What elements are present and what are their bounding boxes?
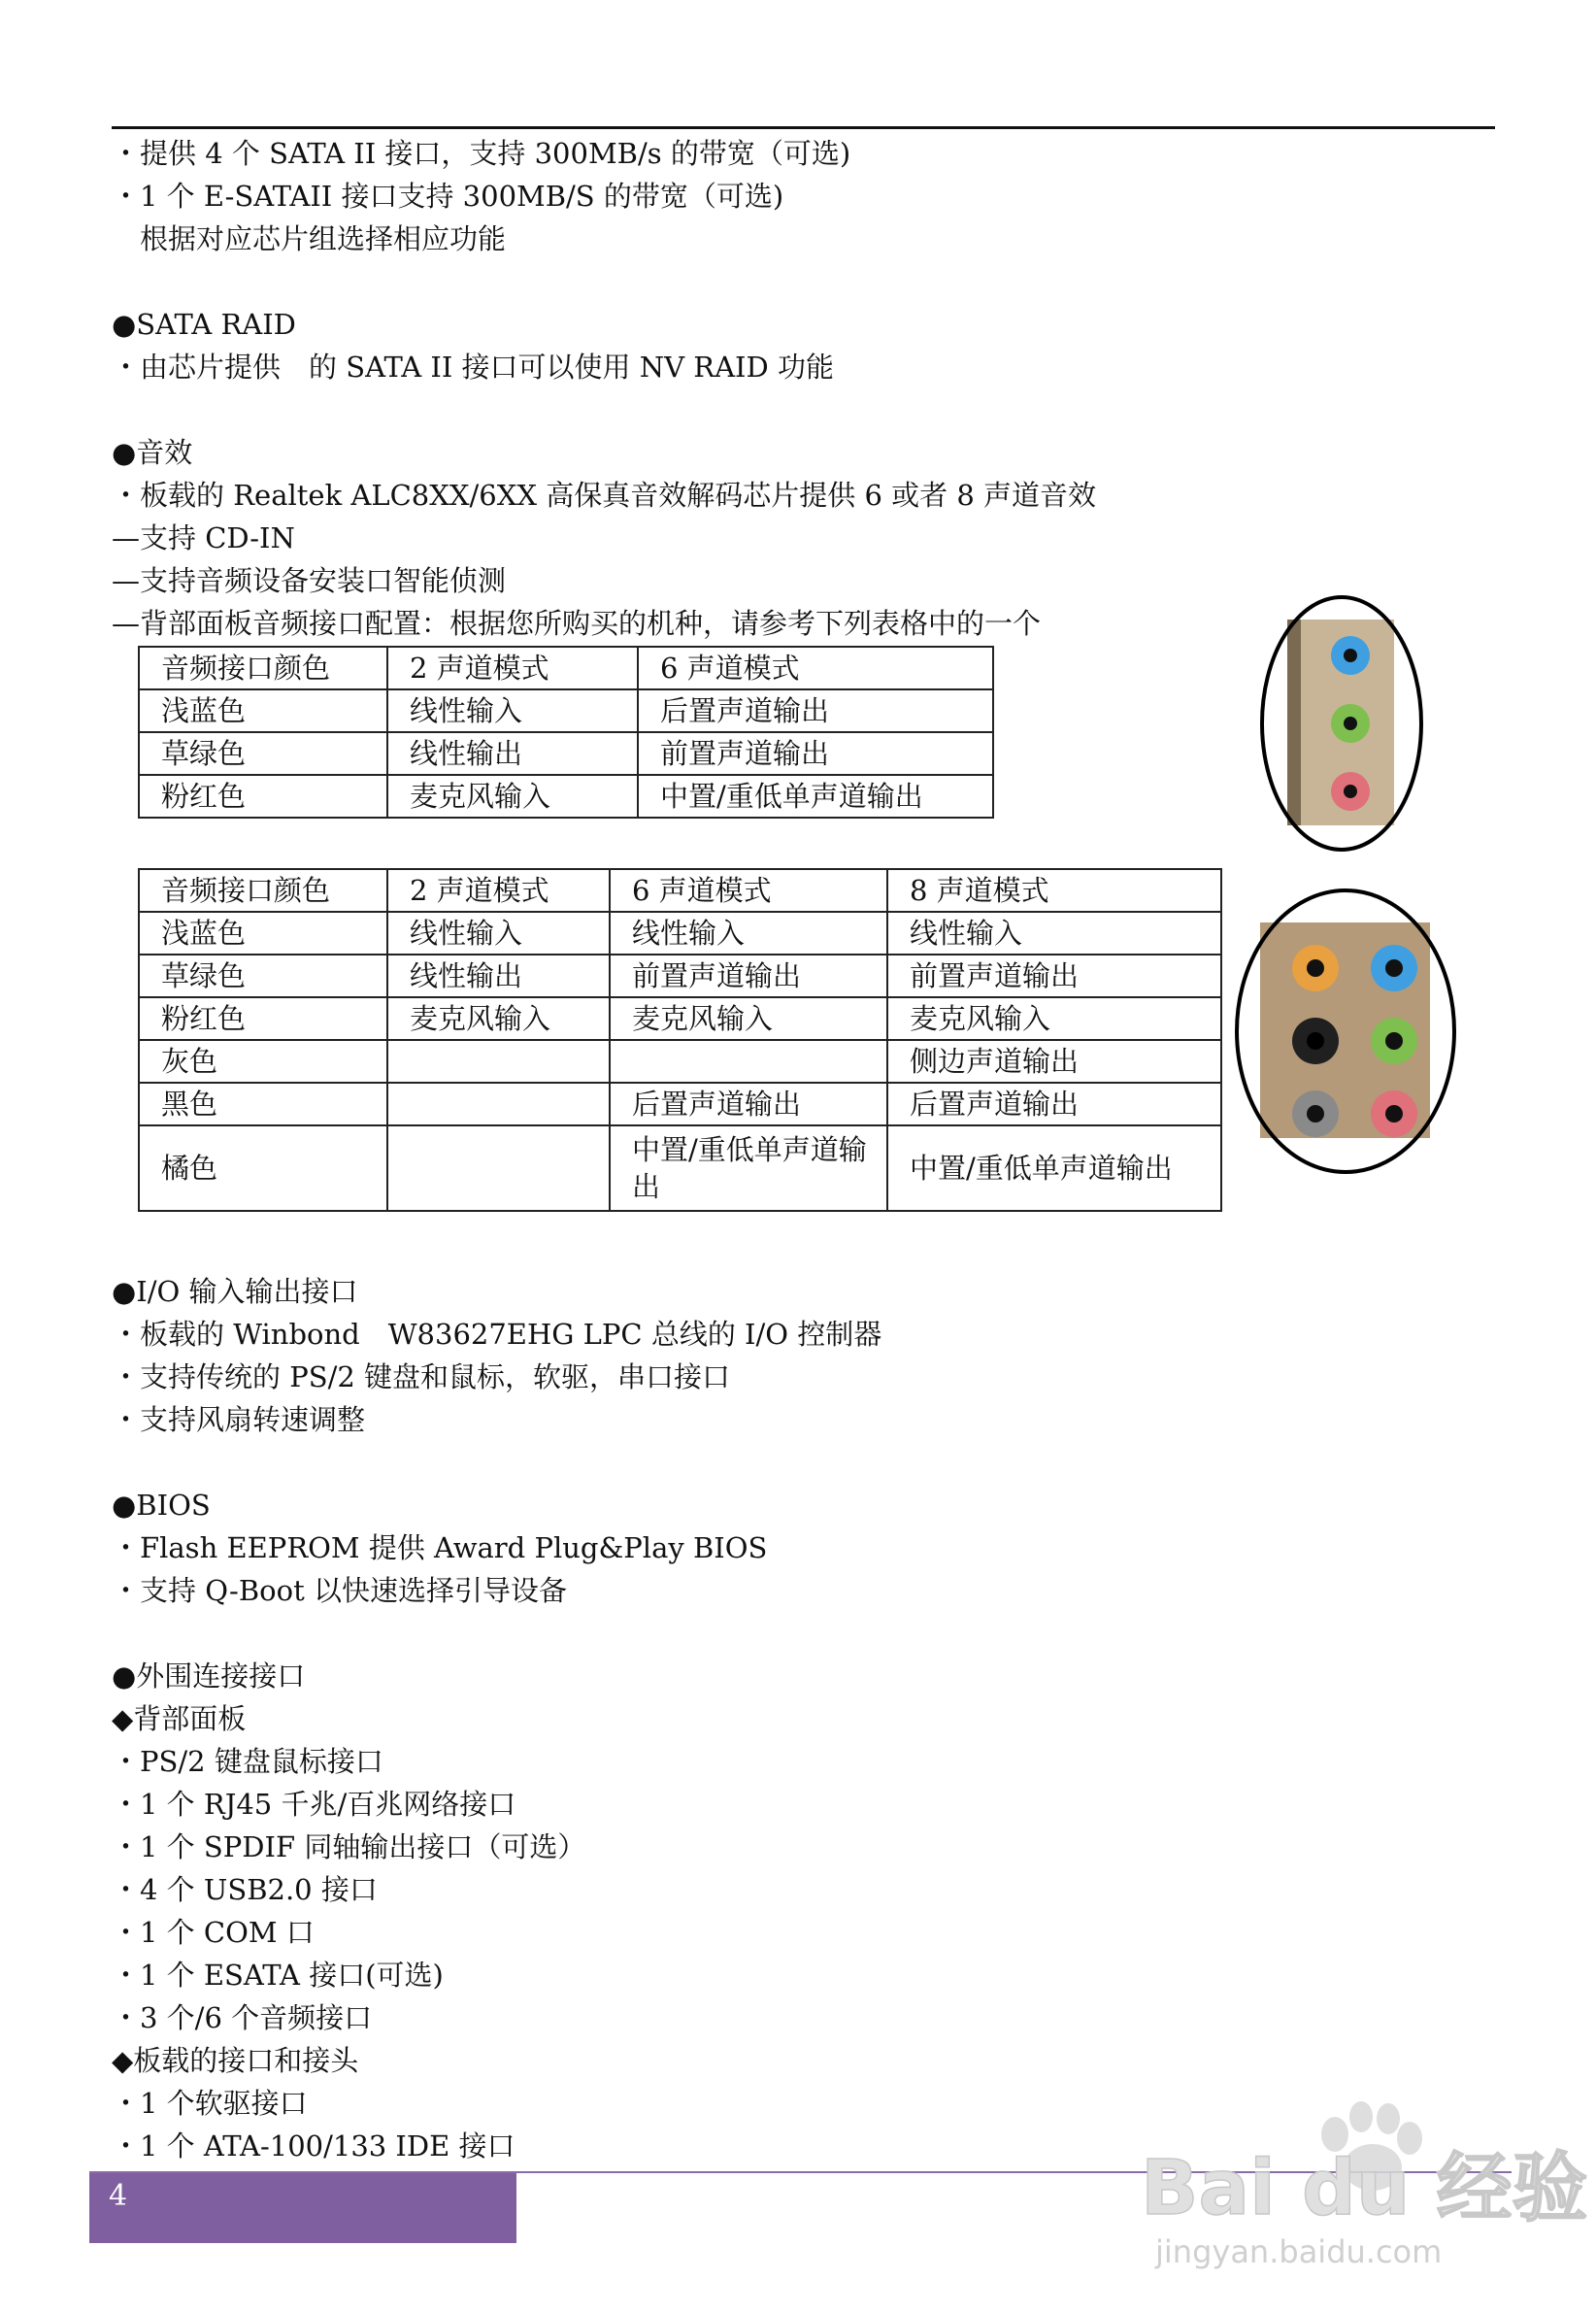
table-cell: 草绿色 [139, 732, 387, 775]
table-row [139, 912, 1221, 955]
watermark-brand-text: Bai du 经验 [1141, 2145, 1588, 2232]
table-cell: 黑色 [139, 1083, 387, 1125]
page-number-box [89, 2173, 516, 2243]
table-cell: 线性输入 [610, 912, 887, 955]
table-cell: 草绿色 [139, 955, 387, 997]
table-cell: 麦克风输入 [387, 997, 610, 1040]
table-cell: 后置声道输出 [887, 1083, 1221, 1125]
baidu-jingyan-watermark-logo [1136, 2078, 1588, 2272]
table-row [139, 775, 993, 818]
table-cell: 2 声道模式 [387, 647, 638, 689]
sata-raid-line: ・由芯片提供 的 SATA II 接口可以使用 NV RAID 功能 [112, 351, 834, 384]
onboard-subheading: ◆板载的接口和接头 [112, 2044, 359, 2077]
table-cell: 侧边声道输出 [887, 1040, 1221, 1083]
table-row [139, 997, 1221, 1040]
header-rule [112, 126, 1495, 129]
table-cell: 麦克风输入 [610, 997, 887, 1040]
jack-hole [1385, 1032, 1403, 1050]
panel-edge [1287, 620, 1301, 825]
table-cell: 2 声道模式 [387, 869, 610, 912]
table-cell: 橘色 [139, 1125, 387, 1211]
table-row [139, 1125, 1221, 1211]
rear-rj45-line: ・1 个 RJ45 千兆/百兆网络接口 [112, 1788, 516, 1821]
table-row [139, 732, 993, 775]
table-row [139, 1040, 1221, 1083]
table-cell [610, 1040, 887, 1083]
audio-jack-detect-line: —支持音频设备安装口智能侦测 [112, 564, 507, 597]
table-cell: 音频接口颜色 [139, 869, 387, 912]
table-cell: 粉红色 [139, 997, 387, 1040]
table-cell: 浅蓝色 [139, 912, 387, 955]
table-cell: 线性输入 [887, 912, 1221, 955]
audio-panel-6jack-photo [1233, 884, 1458, 1175]
table-cell: 后置声道输出 [638, 689, 993, 732]
table-row [139, 955, 1221, 997]
onboard-floppy-line: ・1 个软驱接口 [112, 2087, 308, 2120]
table-cell: 前置声道输出 [610, 955, 887, 997]
audio-table-8ch [138, 868, 1222, 1212]
table-header-row [139, 647, 993, 689]
audio-table-6ch [138, 646, 994, 819]
rear-panel-subheading: ◆背部面板 [112, 1702, 247, 1735]
bios-qboot-line: ・支持 Q-Boot 以快速选择引导设备 [112, 1574, 567, 1607]
table-cell: 前置声道输出 [887, 955, 1221, 997]
table-cell: 8 声道模式 [887, 869, 1221, 912]
jack-hole [1344, 649, 1357, 662]
io-fan-line: ・支持风扇转速调整 [112, 1403, 366, 1436]
watermark-url-text: jingyan.baidu.com [1155, 2233, 1443, 2270]
rear-audio-line: ・3 个/6 个音频接口 [112, 2001, 373, 2034]
table-cell: 6 声道模式 [638, 647, 993, 689]
rear-esata-line: ・1 个 ESATA 接口(可选) [112, 1959, 444, 1992]
table-row [139, 1083, 1221, 1125]
table-cell: 粉红色 [139, 775, 387, 818]
table-cell: 灰色 [139, 1040, 387, 1083]
table-cell: 中置/重低单声道输出 [638, 775, 993, 818]
io-controller-line: ・板载的 Winbond W83627EHG LPC 总线的 I/O 控制器 [112, 1318, 882, 1351]
table-cell: 线性输出 [387, 955, 610, 997]
rear-spdif-line: ・1 个 SPDIF 同轴输出接口（可选） [112, 1830, 586, 1863]
table-cell: 麦克风输入 [387, 775, 638, 818]
bios-heading: ●BIOS [112, 1489, 211, 1522]
audio-cdin-line: —支持 CD-IN [112, 521, 295, 554]
table-cell: 6 声道模式 [610, 869, 887, 912]
table-row [139, 689, 993, 732]
sata-raid-heading: ●SATA RAID [112, 308, 296, 341]
table-cell: 线性输入 [387, 912, 610, 955]
table-cell: 线性输入 [387, 689, 638, 732]
table-cell: 后置声道输出 [610, 1083, 887, 1125]
table-cell: 中置/重低单声道输出 [887, 1125, 1221, 1211]
io-legacy-line: ・支持传统的 PS/2 键盘和鼠标，软驱，串口接口 [112, 1360, 731, 1393]
table-cell: 音频接口颜色 [139, 647, 387, 689]
table-cell: 浅蓝色 [139, 689, 387, 732]
jack-hole [1344, 717, 1357, 730]
audio-config-line: —背部面板音频接口配置：根据您所购买的机种，请参考下列表格中的一个 [112, 607, 1042, 640]
onboard-ide-line: ・1 个 ATA-100/133 IDE 接口 [112, 2129, 515, 2162]
table-cell: 前置声道输出 [638, 732, 993, 775]
table-cell [387, 1040, 610, 1083]
jack-hole [1385, 959, 1403, 977]
audio-panel-3jack-photo [1258, 592, 1425, 855]
table-cell [387, 1125, 610, 1211]
jack-hole [1344, 785, 1357, 798]
table-cell [387, 1083, 610, 1125]
page-number: 4 [109, 2179, 128, 2213]
audio-codec-line: ・板载的 Realtek ALC8XX/6XX 高保真音效解码芯片提供 6 或者 8 声道音效 [112, 479, 1097, 512]
chipset-note-line: 根据对应芯片组选择相应功能 [112, 222, 507, 255]
jack-hole [1385, 1105, 1403, 1123]
jack-hole [1307, 1105, 1324, 1123]
rear-ps2-line: ・PS/2 键盘鼠标接口 [112, 1745, 383, 1778]
rear-com-line: ・1 个 COM 口 [112, 1916, 315, 1949]
table-cell: 中置/重低单声道输出 [610, 1125, 887, 1211]
bios-flash-line: ・Flash EEPROM 提供 Award Plug&Play BIOS [112, 1531, 768, 1564]
jack-hole [1307, 1032, 1324, 1050]
table-cell: 线性输出 [387, 732, 638, 775]
rear-usb-line: ・4 个 USB2.0 接口 [112, 1873, 378, 1906]
table-header-row [139, 869, 1221, 912]
io-heading: ●I/O 输入输出接口 [112, 1275, 358, 1308]
esata-line: ・1 个 E-SATAII 接口支持 300MB/S 的带宽（可选) [112, 180, 784, 213]
audio-heading: ●音效 [112, 436, 193, 469]
peripheral-heading: ●外围连接接口 [112, 1659, 306, 1693]
table-cell: 麦克风输入 [887, 997, 1221, 1040]
jack-hole [1307, 959, 1324, 977]
sata-ports-line: ・提供 4 个 SATA II 接口，支持 300MB/s 的带宽（可选) [112, 137, 851, 170]
